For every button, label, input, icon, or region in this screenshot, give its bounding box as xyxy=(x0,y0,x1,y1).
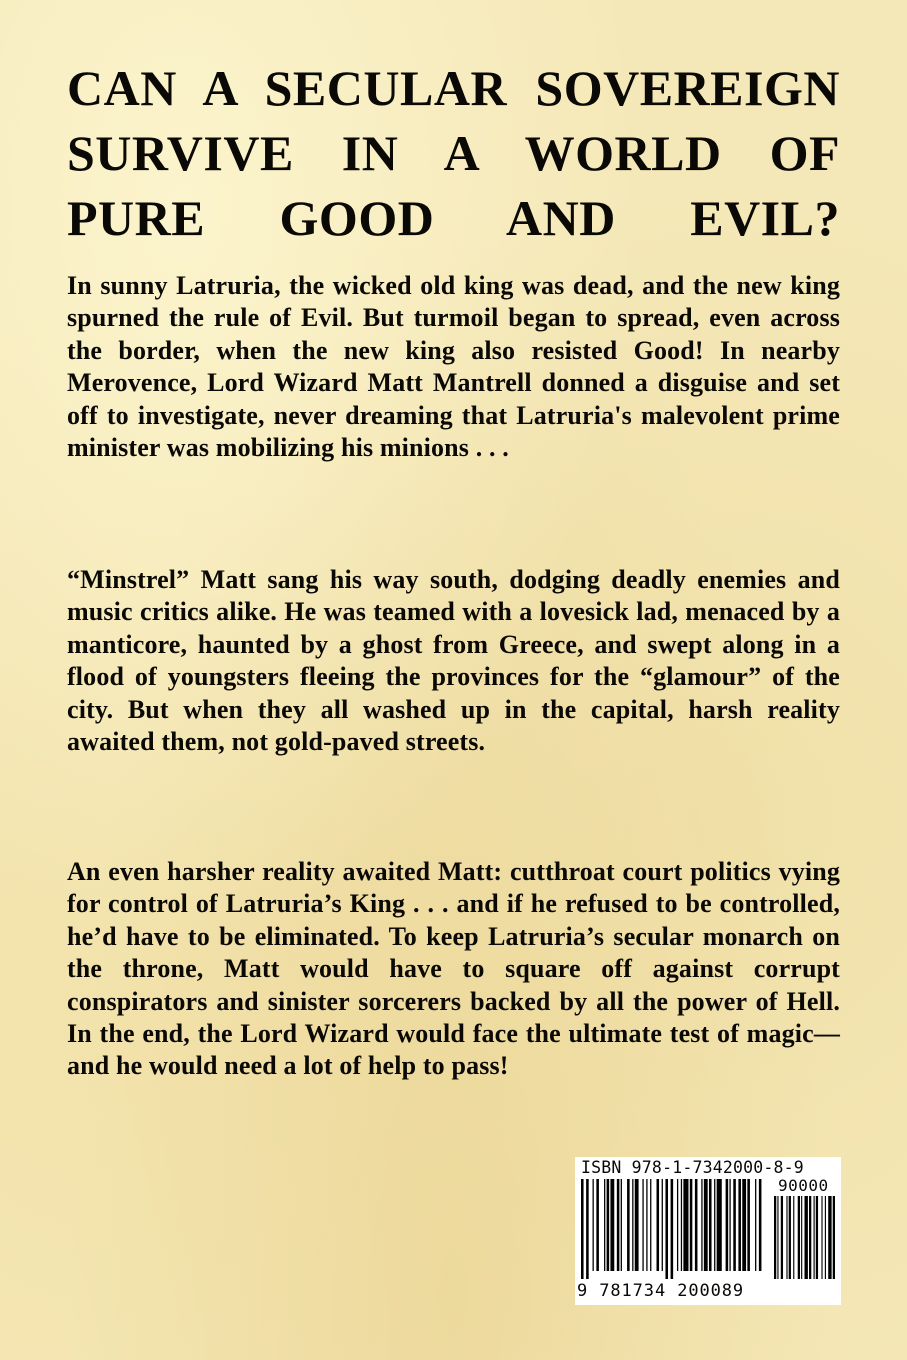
barcode-bar xyxy=(701,1179,702,1271)
barcode-bar xyxy=(596,1179,599,1271)
barcode-bar xyxy=(729,1179,730,1271)
barcode-bar xyxy=(805,1196,808,1279)
barcode-bar xyxy=(610,1179,614,1271)
barcode-bar xyxy=(717,1179,722,1271)
barcode-bar xyxy=(738,1179,741,1271)
headline-line-3: PURE GOOD AND EVIL? xyxy=(67,190,840,246)
barcode-bar xyxy=(593,1179,594,1271)
isbn-barcode xyxy=(575,1157,841,1305)
barcode-bar xyxy=(646,1179,647,1271)
barcode-bar xyxy=(786,1196,787,1279)
barcode-bar xyxy=(821,1196,822,1279)
barcode-addon-digits: 90000 xyxy=(778,1176,829,1195)
barcode-bar xyxy=(627,1179,630,1271)
barcode-main-bars xyxy=(581,1179,764,1279)
barcode-bar xyxy=(828,1196,831,1279)
barcode-bar xyxy=(747,1179,750,1271)
blurb-paragraph-2: “Minstrel” Matt sang his way south, dodging deadly enemies and music critics alike. He was teamed with a lovesick lad, menaced by a manticore, haunted by a ghost from Greece, and swept along in a flood of youngsters fleeing the provinces for the “glamour” of the city. But when they all washed up in the capital, harsh reality awaited them, not gold-paved streets. xyxy=(67,565,840,757)
barcode-bar xyxy=(642,1179,643,1271)
barcode-bar xyxy=(726,1179,729,1271)
barcode-bar xyxy=(774,1196,776,1279)
barcode-bar xyxy=(650,1179,651,1271)
isbn-label: ISBN 978-1-7342000-8-9 xyxy=(581,1158,804,1177)
headline-line-2: SURVIVE IN A WORLD OF xyxy=(67,125,840,181)
blurb-paragraph-1: In sunny Latruria, the wicked old king was dead, and the new king spurned the rule of Evil. But turmoil began to spread, even across the border, when the new king also resisted Good! In nearby Merovence, Lord Wizard Matt Mantrell donned a disguise and set off to investigate, never dreaming that Latruria's malevolent prime minister was mobilizing his minions . . . xyxy=(67,271,840,463)
barcode-bar xyxy=(825,1196,826,1279)
barcode-bar xyxy=(665,1179,668,1279)
barcode-bar xyxy=(671,1179,674,1279)
barcode-bar xyxy=(709,1179,712,1271)
back-cover xyxy=(67,0,840,1081)
barcode-bar xyxy=(833,1196,835,1279)
barcode-bar xyxy=(695,1179,698,1271)
barcode-bar xyxy=(733,1179,736,1271)
barcode-bar xyxy=(714,1179,715,1271)
barcode-bar xyxy=(742,1179,746,1271)
barcode-bar xyxy=(681,1179,682,1271)
barcode-bar xyxy=(755,1179,756,1271)
barcode-bar xyxy=(801,1196,802,1279)
barcode-bar xyxy=(657,1179,660,1271)
barcode-bar xyxy=(777,1196,778,1279)
headline-line-1: CAN A SECULAR SOVEREIGN xyxy=(67,60,840,116)
barcode-bar xyxy=(586,1179,589,1279)
barcode-bar xyxy=(816,1196,818,1279)
barcode-bar xyxy=(635,1179,639,1271)
barcode-bar xyxy=(798,1196,800,1279)
barcode-bar xyxy=(677,1179,678,1271)
barcode-bar xyxy=(683,1179,688,1271)
headline xyxy=(67,56,840,251)
barcode-bar xyxy=(621,1179,622,1271)
barcode-bar xyxy=(759,1179,762,1271)
barcode-bar xyxy=(581,1179,584,1279)
barcode-addon-bars xyxy=(774,1196,835,1279)
barcode-bar xyxy=(690,1179,693,1271)
barcode-bar xyxy=(809,1196,811,1279)
barcode-bar xyxy=(662,1179,663,1271)
barcode-bar xyxy=(604,1179,605,1271)
blurb-paragraph-3: An even harsher reality awaited Matt: cutthroat court politics vying for control of Latruria’s King . . . and if he refused to be controlled, he’d have to be eliminated. To keep Latruria’s secular monarch on the throne, Matt would have to square off against corrupt conspirators and sinister sorcerers backed by all the power of Hell. In the end, the Lord Wizard would face the ultimate test of magic—and he would need a lot of help to pass! xyxy=(67,857,840,1081)
barcode-bar xyxy=(781,1196,783,1279)
barcode-bar xyxy=(704,1179,708,1271)
barcode-bar xyxy=(793,1196,794,1279)
barcode-bar xyxy=(617,1179,620,1271)
barcode-ean-digits: 9 781734 200089 xyxy=(577,1281,745,1301)
barcode-bar xyxy=(607,1179,610,1271)
barcode-bar xyxy=(814,1196,815,1279)
barcode-bar xyxy=(632,1179,633,1271)
barcode-bar xyxy=(789,1196,791,1279)
